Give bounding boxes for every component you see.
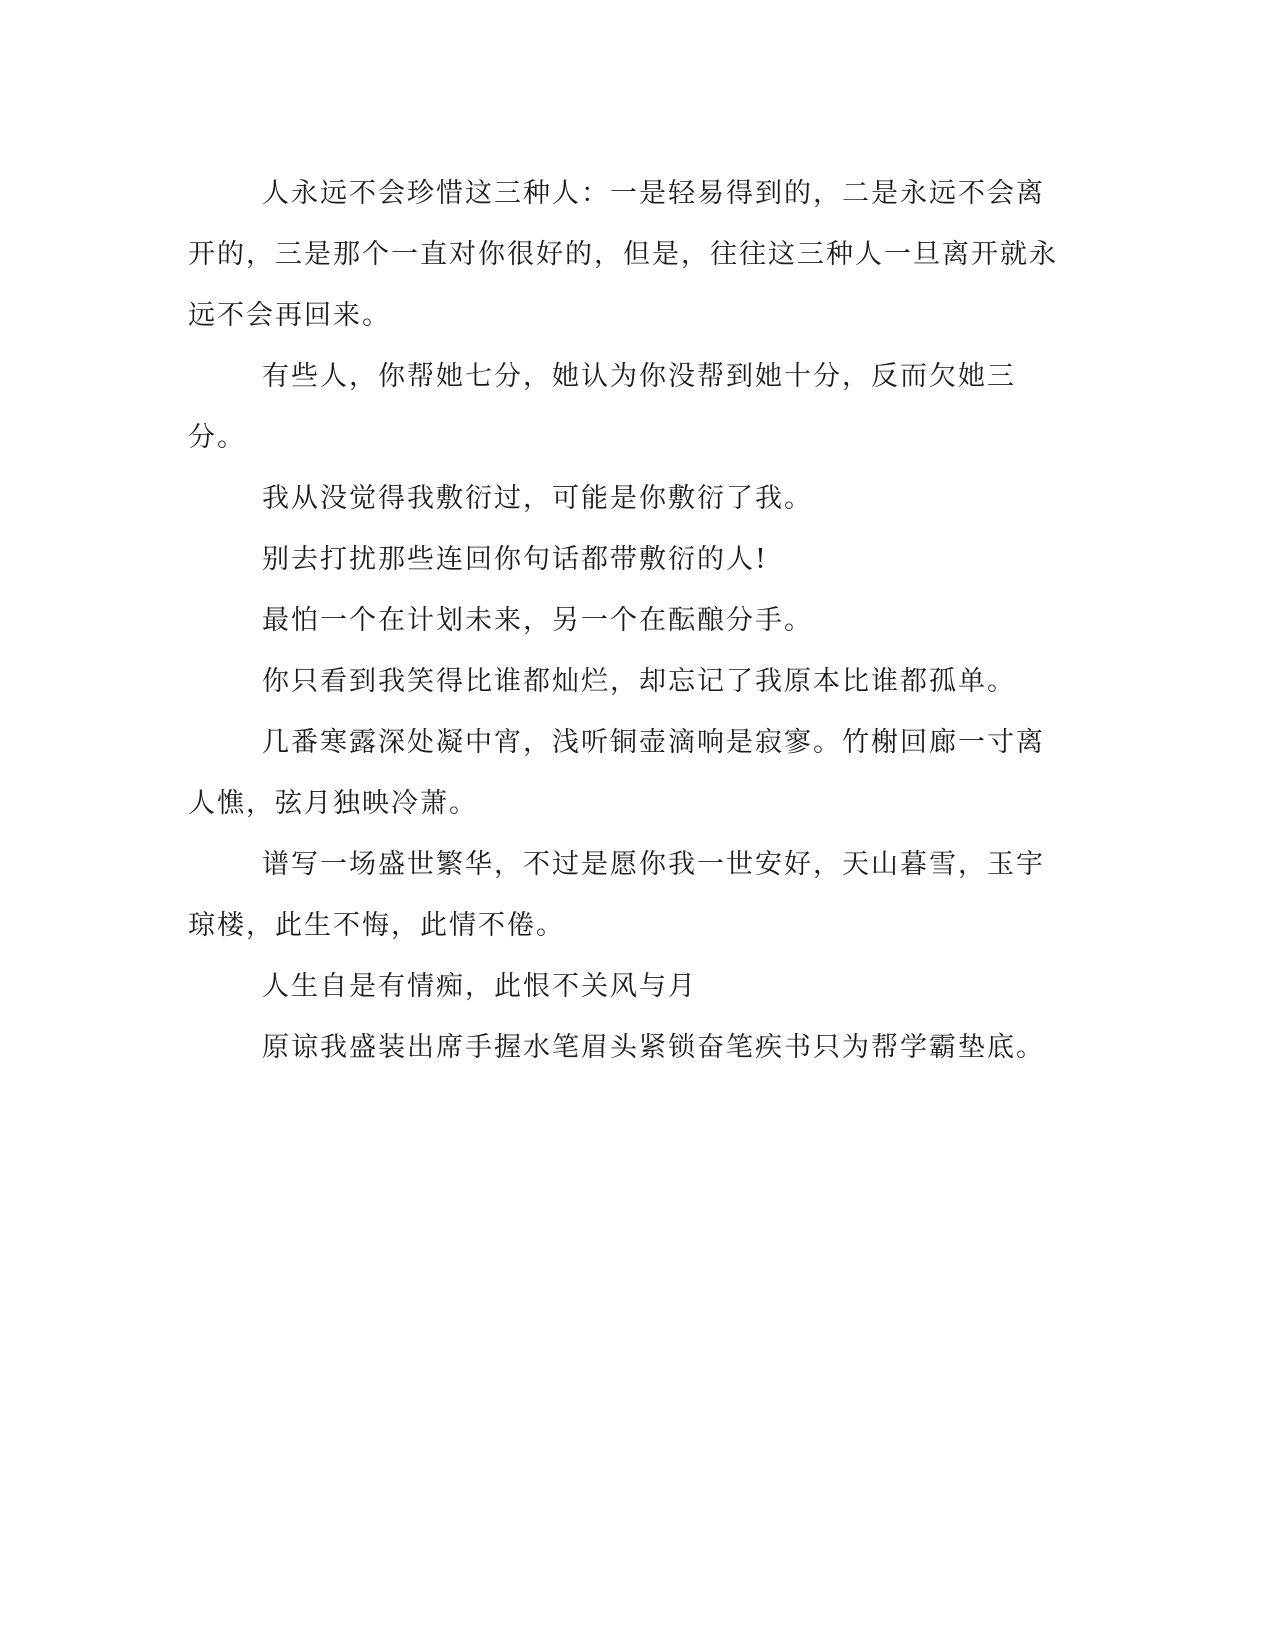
document-body (188, 163, 1068, 1078)
paragraph: 几番寒露深处凝中宵，浅听铜壶滴响是寂寥。竹榭回廊一寸离人憔，弦月独映冷萧。 (188, 727, 1045, 819)
paragraph: 人生自是有情痴，此恨不关风与月 (262, 971, 697, 1002)
paragraph: 最怕一个在计划未来，另一个在酝酿分手。 (262, 605, 813, 636)
paragraph: 有些人，你帮她七分，她认为你没帮到她十分，反而欠她三分。 (188, 361, 1016, 453)
paragraph: 人永远不会珍惜这三种人：一是轻易得到的，二是永远不会离开的，三是那个一直对你很好的，但是，往往这三种人一旦离开就永远不会再回来。 (188, 178, 1058, 331)
paragraph: 你只看到我笑得比谁都灿烂，却忘记了我原本比谁都孤单。 (262, 666, 1016, 697)
paragraph: 谱写一场盛世繁华，不过是愿你我一世安好，天山暮雪，玉宇琼楼，此生不悔，此情不倦。 (188, 849, 1045, 941)
paragraph: 我从没觉得我敷衍过，可能是你敷衍了我。 (262, 483, 813, 514)
paragraph: 原谅我盛装出席手握水笔眉头紧锁奋笔疾书只为帮学霸垫底。 (262, 1032, 1045, 1063)
paragraph: 别去打扰那些连回你句话都带敷衍的人! (262, 544, 768, 575)
